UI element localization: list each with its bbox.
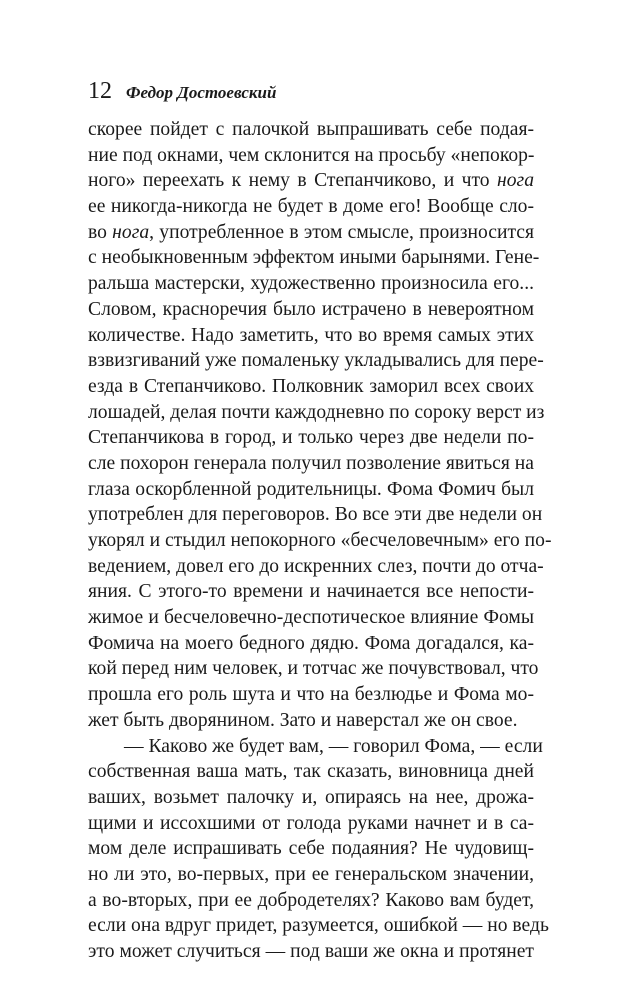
- emphasis: нога: [497, 170, 534, 192]
- text-line: количестве. Надо заметить, что во время самых этих: [88, 324, 534, 346]
- text-line: мом деле испрашивать себе подаяния? Не чудовищ-: [88, 838, 534, 860]
- running-header: [88, 76, 276, 106]
- text-line: ральша мастерски, художественно произносила его...: [88, 273, 534, 295]
- text-line: щими и иссохшими от голода руками начнет и в са-: [88, 812, 534, 834]
- text-line: ее никогда-никогда не будет в доме его! Вообще сло-: [88, 196, 534, 218]
- text-line: собственная ваша мать, так сказать, виновница дней: [88, 761, 534, 783]
- text-line: — Каково же будет вам, — говорил Фома, — если: [124, 735, 543, 757]
- text-line: ние под окнами, чем склонится на просьбу «непокор-: [88, 144, 535, 166]
- text-line: ного» переехать к нему в Степанчиково, и что нога: [88, 170, 534, 192]
- text-line: лошадей, делая почти каждодневно по сороку верст из: [88, 401, 545, 423]
- text-line: ведением, довел его до искренних слез, почти до отча-: [88, 555, 544, 577]
- text-line: сле похорон генерала получил позволение явиться на: [88, 452, 534, 474]
- text-line: употреблен для переговоров. Во все эти две недели он: [88, 504, 543, 526]
- text-line: а во-вторых, при ее добродетелях? Каково вам будет,: [88, 889, 534, 911]
- text-line: скорее пойдет с палочкой выпрашивать себе подая-: [88, 119, 534, 140]
- text-line: Степанчикова в город, и только через две недели по-: [88, 427, 534, 449]
- emphasis: нога: [112, 221, 150, 243]
- text-line: ваших, возьмет палочку и, опираясь на нее, дрожа-: [88, 786, 534, 808]
- body-text: [88, 117, 552, 965]
- text-line: прошла его роль шута и что на безлюдье и Фома мо-: [88, 684, 534, 706]
- text-line: Фомича на моего бедного дядю. Фома догадался, ка-: [88, 632, 534, 654]
- text-line: во нога, употребленное в этом смысле, произносится: [88, 221, 534, 243]
- text-line: с необыкновенным эффектом иными барынями. Гене-: [88, 247, 540, 269]
- text-line: если она вдруг придет, разумеется, ошибкой — но ведь: [88, 915, 549, 937]
- text-line: езда в Степанчиково. Полковник заморил всех своих: [88, 375, 534, 397]
- text-line: укорял и стыдил непокорного «бесчеловечным» его по-: [88, 530, 552, 551]
- text-line: это может случиться — под ваши же окна и протянет: [88, 941, 534, 962]
- text-line: но ли это, во-первых, при ее генеральском значении,: [88, 863, 534, 885]
- text-line: взвизгиваний уже помаленьку укладывались для пере-: [88, 350, 544, 372]
- text-line: кой перед ним человек, и тотчас же почувствовал, что: [88, 658, 539, 680]
- text-line: глаза оскорбленной родительницы. Фома Фомич был: [88, 478, 534, 500]
- text-line: Словом, красноречия было истрачено в невероятном: [88, 298, 534, 320]
- text-line: жет быть дворянином. Зато и наверстал же он свое.: [88, 709, 518, 731]
- text-line: жимое и бесчеловечно-деспотическое влияние Фомы: [88, 607, 534, 629]
- running-title: Федор Достоевский: [126, 83, 277, 102]
- page-number: 12: [88, 78, 112, 104]
- text-line: яния. С этого-то времени и начинается все непости-: [88, 581, 534, 603]
